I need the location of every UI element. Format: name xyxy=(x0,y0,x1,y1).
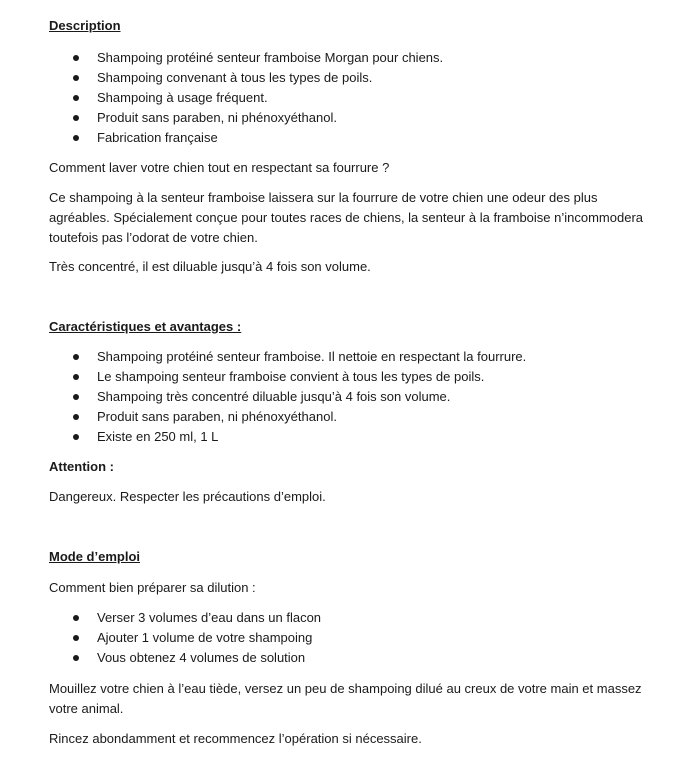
dilution-note: Très concentré, il est diluable jusqu’à 4 fois son volume. xyxy=(49,259,371,274)
bullet-icon xyxy=(73,414,79,420)
bullet-icon xyxy=(73,655,79,661)
list-item-text: Existe en 250 ml, 1 L xyxy=(97,429,219,444)
bullet-icon xyxy=(73,75,79,81)
description-heading: Description xyxy=(49,18,121,33)
bullet-icon xyxy=(73,394,79,400)
list-item-text: Shampoing très concentré diluable jusqu’à 4 fois son volume. xyxy=(97,389,451,404)
bullet-icon xyxy=(73,354,79,360)
bullet-icon xyxy=(73,55,79,61)
features-heading: Caractéristiques et avantages : xyxy=(49,319,242,334)
usage-intro: Comment bien préparer sa dilution : xyxy=(49,580,256,595)
attention-label: Attention : xyxy=(49,459,114,474)
list-item-text: Ajouter 1 volume de votre shampoing xyxy=(97,630,313,645)
description-question: Comment laver votre chien tout en respectant sa fourrure ? xyxy=(49,160,390,175)
usage-heading: Mode d’emploi xyxy=(49,549,140,564)
list-item-text: Verser 3 volumes d’eau dans un flacon xyxy=(97,610,322,625)
list-item-text: Shampoing protéiné senteur framboise. Il nettoie en respectant la fourrure. xyxy=(97,349,527,364)
bullet-icon xyxy=(73,95,79,101)
list-item-text: Le shampoing senteur framboise convient à tous les types de poils. xyxy=(97,369,485,384)
bullet-icon xyxy=(73,434,79,440)
attention-text: Dangereux. Respecter les précautions d’emploi. xyxy=(49,489,326,504)
bullet-icon xyxy=(73,115,79,121)
list-item-text: Shampoing protéiné senteur framboise Morgan pour chiens. xyxy=(97,50,444,65)
bullet-icon xyxy=(73,635,79,641)
bullet-icon xyxy=(73,135,79,141)
list-item-text: Produit sans paraben, ni phénoxyéthanol. xyxy=(97,110,337,125)
usage-paragraph: Mouillez votre chien à l’eau tiède, versez un peu de shampoing dilué au creux de votre main et massez votre animal. xyxy=(49,681,642,716)
description-paragraph: Ce shampoing à la senteur framboise laissera sur la fourrure de votre chien une odeur des plus agréables. Spécialement conçue pour toutes races de chiens, la senteur à la framboise n’incommodera toutefois pas l’odorat de votre chien. xyxy=(49,190,644,245)
usage-closing: Rincez abondamment et recommencez l’opération si nécessaire. xyxy=(49,731,422,746)
bullet-icon xyxy=(73,374,79,380)
list-item-text: Vous obtenez 4 volumes de solution xyxy=(97,650,306,665)
list-item-text: Shampoing convenant à tous les types de poils. xyxy=(97,70,373,85)
list-item-text: Fabrication française xyxy=(97,130,218,145)
list-item-text: Shampoing à usage fréquent. xyxy=(97,90,268,105)
list-item-text: Produit sans paraben, ni phénoxyéthanol. xyxy=(97,409,337,424)
bullet-icon xyxy=(73,615,79,621)
